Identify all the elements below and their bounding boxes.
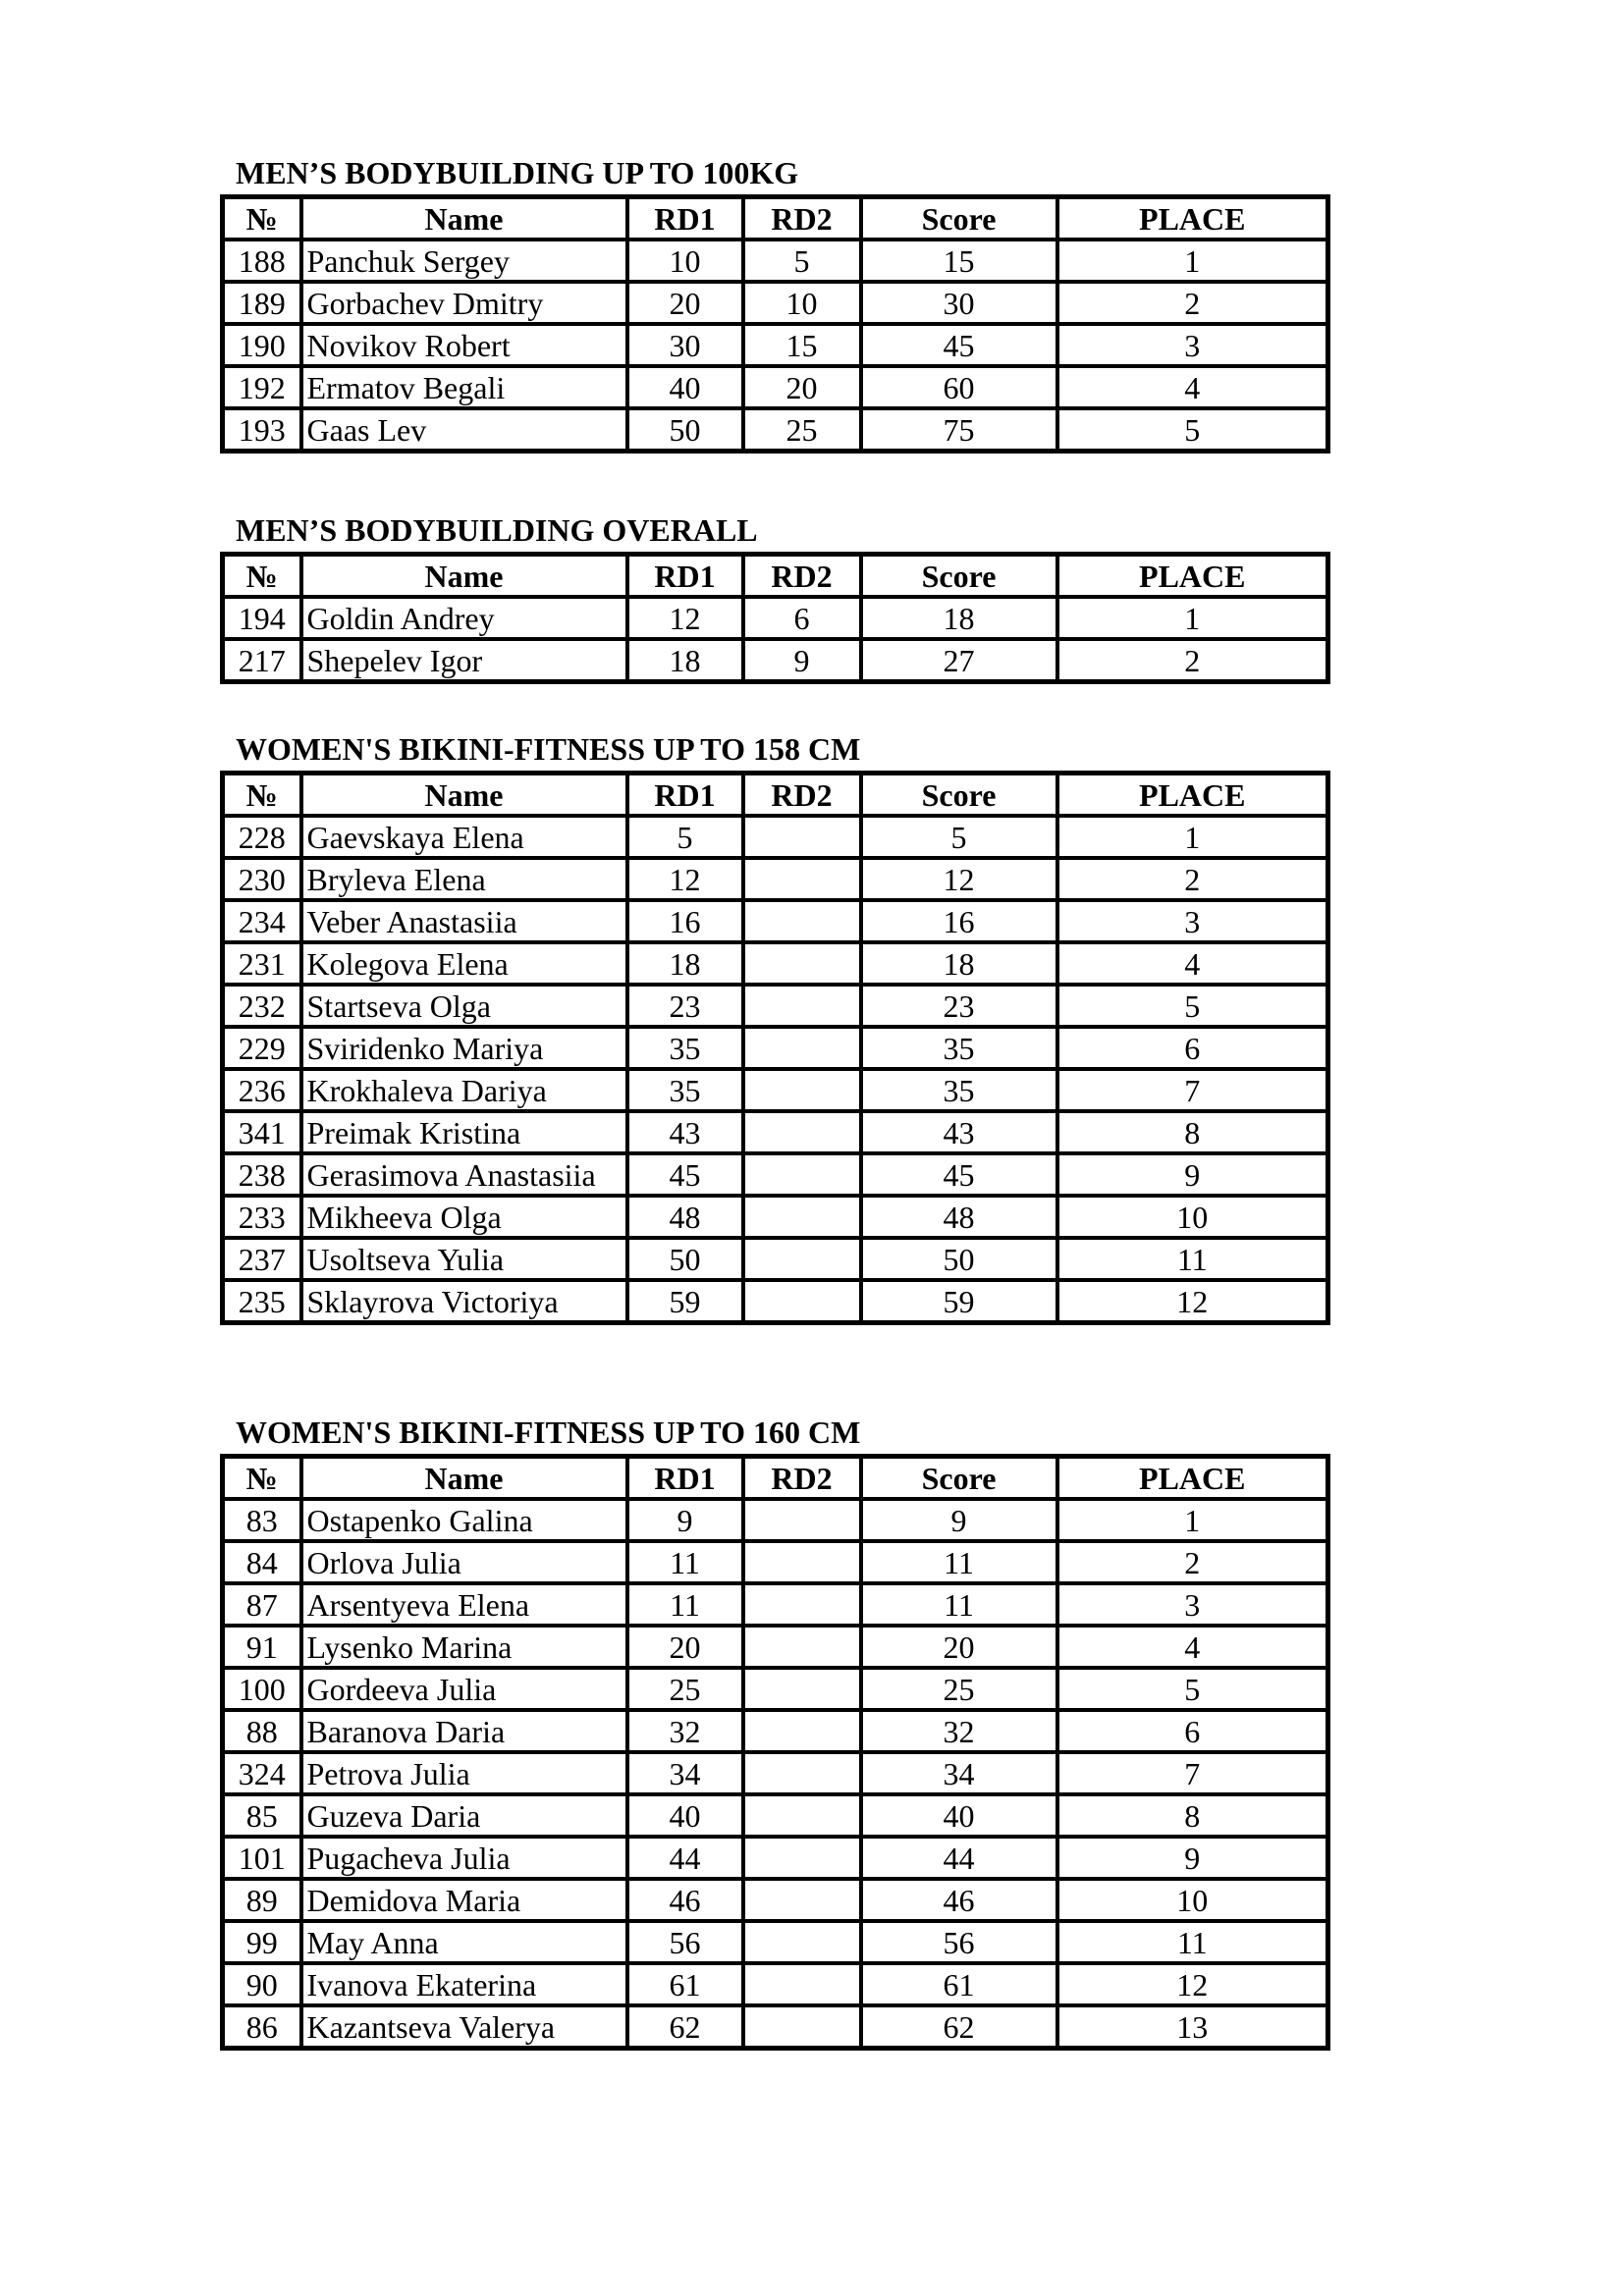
cell-name: Panchuk Sergey (301, 240, 627, 282)
cell-rd2 (743, 985, 861, 1027)
header-rd1: RD1 (627, 774, 743, 817)
cell-number: 233 (223, 1196, 301, 1238)
cell-rd1: 44 (627, 1837, 743, 1879)
cell-score: 25 (861, 1668, 1057, 1710)
section-title: WOMEN'S BIKINI-FITNESS UP TO 160 CM (236, 1415, 861, 1450)
cell-name: Bryleva Elena (301, 858, 627, 900)
cell-score: 62 (861, 2005, 1057, 2049)
cell-rd2 (743, 1541, 861, 1583)
cell-place: 4 (1057, 942, 1328, 985)
table-row (223, 1069, 1328, 1111)
cell-name: Startseva Olga (301, 985, 627, 1027)
cell-place: 12 (1057, 1280, 1328, 1323)
cell-rd1: 50 (627, 1238, 743, 1280)
section-mens-bodybuilding-overall (220, 514, 1326, 684)
cell-number: 237 (223, 1238, 301, 1280)
cell-place: 1 (1057, 816, 1328, 858)
table-row (223, 985, 1328, 1027)
cell-number: 192 (223, 366, 301, 408)
table-row (223, 858, 1328, 900)
header-rd1: RD1 (627, 555, 743, 598)
cell-rd2: 20 (743, 366, 861, 408)
cell-place: 5 (1057, 985, 1328, 1027)
table-row (223, 1710, 1328, 1752)
cell-name: Goldin Andrey (301, 597, 627, 639)
cell-score: 61 (861, 1963, 1057, 2005)
cell-name: Gaevskaya Elena (301, 816, 627, 858)
cell-score: 40 (861, 1794, 1057, 1837)
table-row (223, 240, 1328, 282)
cell-number: 90 (223, 1963, 301, 2005)
header-rd2: RD2 (743, 197, 861, 240)
section-womens-bikini-160 (220, 1416, 1326, 2051)
cell-place: 2 (1057, 639, 1328, 682)
table-row (223, 597, 1328, 639)
table-row (223, 1499, 1328, 1541)
header-score: Score (861, 1457, 1057, 1500)
table-row (223, 1153, 1328, 1196)
cell-name: Veber Anastasiia (301, 900, 627, 942)
cell-rd1: 23 (627, 985, 743, 1027)
cell-name: Novikov Robert (301, 324, 627, 366)
cell-rd1: 11 (627, 1583, 743, 1626)
header-name: Name (301, 555, 627, 598)
cell-name: May Anna (301, 1921, 627, 1963)
table-row (223, 1921, 1328, 1963)
cell-score: 45 (861, 1153, 1057, 1196)
cell-rd2: 25 (743, 408, 861, 452)
cell-number: 232 (223, 985, 301, 1027)
cell-rd1: 18 (627, 639, 743, 682)
header-rd1: RD1 (627, 1457, 743, 1500)
cell-place: 4 (1057, 366, 1328, 408)
cell-number: 84 (223, 1541, 301, 1583)
cell-name: Kazantseva Valerya (301, 2005, 627, 2049)
table-row (223, 1963, 1328, 2005)
cell-name: Pugacheva Julia (301, 1837, 627, 1879)
cell-rd2 (743, 1069, 861, 1111)
cell-score: 48 (861, 1196, 1057, 1238)
cell-score: 35 (861, 1027, 1057, 1069)
cell-place: 6 (1057, 1710, 1328, 1752)
cell-number: 324 (223, 1752, 301, 1794)
cell-score: 23 (861, 985, 1057, 1027)
cell-rd1: 11 (627, 1541, 743, 1583)
table-row (223, 366, 1328, 408)
cell-rd1: 18 (627, 942, 743, 985)
cell-place: 1 (1057, 240, 1328, 282)
table-row (223, 1752, 1328, 1794)
cell-number: 99 (223, 1921, 301, 1963)
section-womens-bikini-158 (220, 733, 1326, 1325)
cell-rd1: 61 (627, 1963, 743, 2005)
cell-rd2 (743, 900, 861, 942)
cell-rd2 (743, 1111, 861, 1153)
cell-place: 12 (1057, 1963, 1328, 2005)
table-row (223, 2005, 1328, 2049)
cell-rd2 (743, 858, 861, 900)
cell-rd1: 32 (627, 1710, 743, 1752)
cell-name: Demidova Maria (301, 1879, 627, 1921)
cell-rd2: 5 (743, 240, 861, 282)
cell-score: 43 (861, 1111, 1057, 1153)
cell-place: 8 (1057, 1111, 1328, 1153)
cell-score: 5 (861, 816, 1057, 858)
cell-rd1: 5 (627, 816, 743, 858)
cell-rd2 (743, 1196, 861, 1238)
header-place: PLACE (1057, 555, 1328, 598)
cell-rd2 (743, 1499, 861, 1541)
cell-rd2 (743, 1668, 861, 1710)
section-title: WOMEN'S BIKINI-FITNESS UP TO 158 CM (236, 731, 861, 767)
cell-rd1: 30 (627, 324, 743, 366)
cell-name: Krokhaleva Dariya (301, 1069, 627, 1111)
cell-rd1: 25 (627, 1668, 743, 1710)
cell-rd2 (743, 1626, 861, 1668)
cell-number: 236 (223, 1069, 301, 1111)
cell-name: Orlova Julia (301, 1541, 627, 1583)
table-row (223, 1196, 1328, 1238)
cell-rd1: 12 (627, 858, 743, 900)
header-no: № (223, 555, 301, 598)
cell-score: 18 (861, 597, 1057, 639)
cell-rd2: 15 (743, 324, 861, 366)
header-row (223, 555, 1328, 598)
table-row (223, 1879, 1328, 1921)
header-no: № (223, 774, 301, 817)
cell-number: 100 (223, 1668, 301, 1710)
cell-place: 3 (1057, 1583, 1328, 1626)
cell-name: Ostapenko Galina (301, 1499, 627, 1541)
cell-place: 10 (1057, 1196, 1328, 1238)
cell-place: 3 (1057, 324, 1328, 366)
cell-name: Mikheeva Olga (301, 1196, 627, 1238)
cell-score: 11 (861, 1583, 1057, 1626)
section-mens-bodybuilding-100kg (220, 157, 1326, 454)
table-row (223, 1794, 1328, 1837)
header-score: Score (861, 197, 1057, 240)
cell-score: 35 (861, 1069, 1057, 1111)
table-row (223, 1238, 1328, 1280)
cell-name: Gerasimova Anastasiia (301, 1153, 627, 1196)
cell-number: 229 (223, 1027, 301, 1069)
cell-score: 18 (861, 942, 1057, 985)
cell-place: 1 (1057, 597, 1328, 639)
cell-rd1: 20 (627, 1626, 743, 1668)
cell-rd2 (743, 1027, 861, 1069)
cell-rd2: 9 (743, 639, 861, 682)
header-score: Score (861, 555, 1057, 598)
cell-rd2: 6 (743, 597, 861, 639)
cell-score: 56 (861, 1921, 1057, 1963)
cell-score: 46 (861, 1879, 1057, 1921)
cell-place: 8 (1057, 1794, 1328, 1837)
cell-place: 6 (1057, 1027, 1328, 1069)
cell-name: Kolegova Elena (301, 942, 627, 985)
results-table (220, 771, 1330, 1325)
results-table (220, 1454, 1330, 2051)
header-place: PLACE (1057, 197, 1328, 240)
cell-number: 83 (223, 1499, 301, 1541)
cell-rd2 (743, 816, 861, 858)
cell-score: 34 (861, 1752, 1057, 1794)
cell-number: 189 (223, 282, 301, 324)
table-row (223, 282, 1328, 324)
cell-place: 9 (1057, 1837, 1328, 1879)
cell-name: Lysenko Marina (301, 1626, 627, 1668)
cell-rd1: 34 (627, 1752, 743, 1794)
header-name: Name (301, 774, 627, 817)
cell-name: Gorbachev Dmitry (301, 282, 627, 324)
table-row (223, 408, 1328, 452)
cell-number: 190 (223, 324, 301, 366)
cell-score: 12 (861, 858, 1057, 900)
cell-score: 32 (861, 1710, 1057, 1752)
cell-place: 7 (1057, 1752, 1328, 1794)
cell-number: 238 (223, 1153, 301, 1196)
header-row (223, 1457, 1328, 1500)
header-rd1: RD1 (627, 197, 743, 240)
table-row (223, 1668, 1328, 1710)
cell-place: 3 (1057, 900, 1328, 942)
cell-rd1: 9 (627, 1499, 743, 1541)
table-row (223, 1027, 1328, 1069)
cell-rd2 (743, 1583, 861, 1626)
cell-rd1: 48 (627, 1196, 743, 1238)
cell-number: 235 (223, 1280, 301, 1323)
cell-rd1: 46 (627, 1879, 743, 1921)
table-row (223, 324, 1328, 366)
cell-score: 60 (861, 366, 1057, 408)
cell-score: 9 (861, 1499, 1057, 1541)
header-name: Name (301, 1457, 627, 1500)
table-row (223, 1837, 1328, 1879)
cell-number: 88 (223, 1710, 301, 1752)
cell-rd1: 20 (627, 282, 743, 324)
cell-place: 5 (1057, 408, 1328, 452)
cell-rd2 (743, 1710, 861, 1752)
results-table (220, 194, 1330, 454)
cell-score: 20 (861, 1626, 1057, 1668)
cell-rd2 (743, 942, 861, 985)
cell-rd1: 35 (627, 1069, 743, 1111)
cell-place: 13 (1057, 2005, 1328, 2049)
cell-rd2: 10 (743, 282, 861, 324)
header-name: Name (301, 197, 627, 240)
cell-number: 231 (223, 942, 301, 985)
cell-number: 91 (223, 1626, 301, 1668)
cell-number: 228 (223, 816, 301, 858)
cell-name: Gaas Lev (301, 408, 627, 452)
cell-number: 234 (223, 900, 301, 942)
cell-rd1: 59 (627, 1280, 743, 1323)
cell-name: Ivanova Ekaterina (301, 1963, 627, 2005)
cell-place: 4 (1057, 1626, 1328, 1668)
header-no: № (223, 1457, 301, 1500)
header-rd2: RD2 (743, 774, 861, 817)
cell-score: 59 (861, 1280, 1057, 1323)
cell-number: 188 (223, 240, 301, 282)
cell-score: 27 (861, 639, 1057, 682)
table-row (223, 639, 1328, 682)
cell-rd1: 56 (627, 1921, 743, 1963)
cell-score: 30 (861, 282, 1057, 324)
cell-name: Baranova Daria (301, 1710, 627, 1752)
cell-name: Preimak Kristina (301, 1111, 627, 1153)
table-row (223, 1626, 1328, 1668)
cell-place: 10 (1057, 1879, 1328, 1921)
table-row (223, 1583, 1328, 1626)
cell-rd2 (743, 2005, 861, 2049)
cell-rd1: 43 (627, 1111, 743, 1153)
cell-rd2 (743, 1794, 861, 1837)
cell-place: 5 (1057, 1668, 1328, 1710)
cell-number: 87 (223, 1583, 301, 1626)
cell-number: 86 (223, 2005, 301, 2049)
cell-place: 7 (1057, 1069, 1328, 1111)
cell-score: 75 (861, 408, 1057, 452)
section-title: MEN’S BODYBUILDING OVERALL (236, 512, 758, 548)
cell-name: Usoltseva Yulia (301, 1238, 627, 1280)
header-rd2: RD2 (743, 555, 861, 598)
cell-name: Gordeeva Julia (301, 1668, 627, 1710)
cell-score: 50 (861, 1238, 1057, 1280)
header-row (223, 197, 1328, 240)
table-row (223, 816, 1328, 858)
cell-number: 217 (223, 639, 301, 682)
cell-name: Sviridenko Mariya (301, 1027, 627, 1069)
cell-rd1: 40 (627, 366, 743, 408)
cell-number: 194 (223, 597, 301, 639)
cell-name: Sklayrova Victoriya (301, 1280, 627, 1323)
cell-name: Ermatov Begali (301, 366, 627, 408)
cell-rd2 (743, 1837, 861, 1879)
cell-rd1: 45 (627, 1153, 743, 1196)
cell-number: 101 (223, 1837, 301, 1879)
cell-name: Guzeva Daria (301, 1794, 627, 1837)
cell-rd2 (743, 1280, 861, 1323)
cell-number: 193 (223, 408, 301, 452)
cell-score: 11 (861, 1541, 1057, 1583)
cell-rd1: 35 (627, 1027, 743, 1069)
table-row (223, 1111, 1328, 1153)
cell-score: 44 (861, 1837, 1057, 1879)
cell-rd2 (743, 1153, 861, 1196)
header-place: PLACE (1057, 1457, 1328, 1500)
section-title: MEN’S BODYBUILDING UP TO 100KG (236, 155, 799, 190)
cell-rd1: 12 (627, 597, 743, 639)
cell-number: 341 (223, 1111, 301, 1153)
cell-place: 11 (1057, 1238, 1328, 1280)
table-row (223, 1280, 1328, 1323)
cell-rd1: 50 (627, 408, 743, 452)
cell-rd2 (743, 1752, 861, 1794)
cell-score: 16 (861, 900, 1057, 942)
cell-place: 2 (1057, 282, 1328, 324)
cell-score: 45 (861, 324, 1057, 366)
header-place: PLACE (1057, 774, 1328, 817)
cell-rd2 (743, 1238, 861, 1280)
results-table (220, 552, 1330, 684)
cell-place: 1 (1057, 1499, 1328, 1541)
header-rd2: RD2 (743, 1457, 861, 1500)
cell-rd2 (743, 1963, 861, 2005)
cell-place: 9 (1057, 1153, 1328, 1196)
cell-rd1: 16 (627, 900, 743, 942)
cell-number: 89 (223, 1879, 301, 1921)
cell-number: 85 (223, 1794, 301, 1837)
cell-rd1: 62 (627, 2005, 743, 2049)
cell-number: 230 (223, 858, 301, 900)
table-row (223, 942, 1328, 985)
cell-place: 2 (1057, 858, 1328, 900)
header-no: № (223, 197, 301, 240)
cell-rd1: 10 (627, 240, 743, 282)
header-row (223, 774, 1328, 817)
cell-score: 15 (861, 240, 1057, 282)
cell-rd1: 40 (627, 1794, 743, 1837)
cell-name: Petrova Julia (301, 1752, 627, 1794)
cell-rd2 (743, 1921, 861, 1963)
header-score: Score (861, 774, 1057, 817)
cell-place: 11 (1057, 1921, 1328, 1963)
cell-place: 2 (1057, 1541, 1328, 1583)
table-row (223, 900, 1328, 942)
cell-name: Arsentyeva Elena (301, 1583, 627, 1626)
table-row (223, 1541, 1328, 1583)
cell-name: Shepelev Igor (301, 639, 627, 682)
cell-rd2 (743, 1879, 861, 1921)
